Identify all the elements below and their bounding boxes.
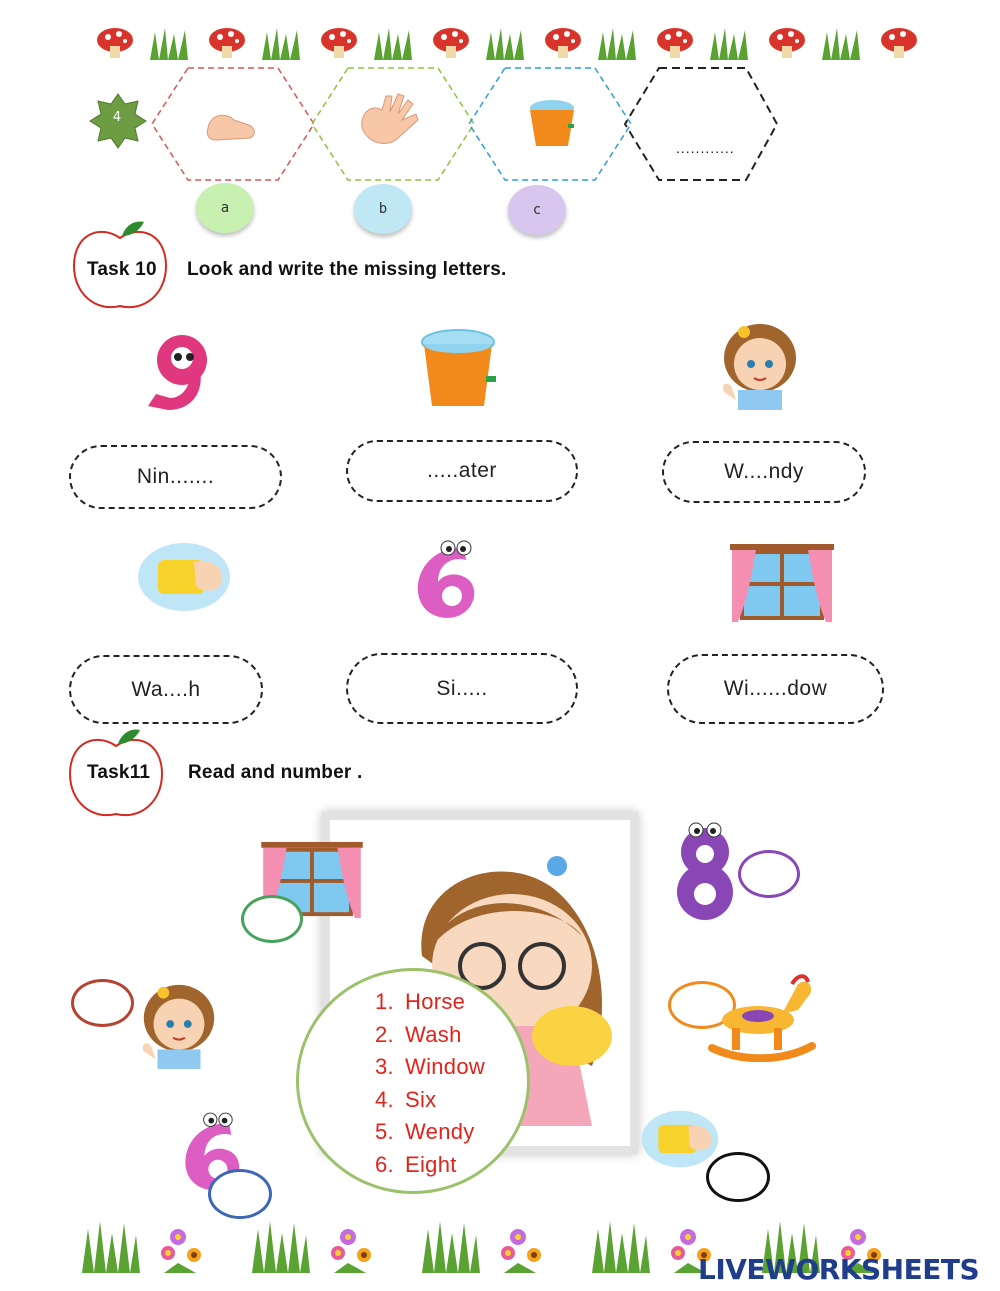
wash-sponge-icon: [136, 540, 232, 614]
hand-icon: [362, 94, 418, 143]
answer-box-six[interactable]: Si.....: [346, 653, 578, 724]
bucket-icon: [530, 100, 574, 146]
wendy-girl-icon: [716, 318, 804, 410]
six-icon: [408, 538, 492, 622]
number-ring-wash[interactable]: [706, 1152, 770, 1202]
answer-box-window[interactable]: Wi......dow: [667, 654, 884, 724]
letter-badge-b[interactable]: b: [354, 184, 412, 234]
foot-icon: [207, 115, 254, 140]
top-decoration: [95, 22, 925, 62]
number-badge-label: 4: [112, 110, 122, 125]
word-item: 3. Window: [375, 1054, 486, 1079]
window-icon: [726, 542, 838, 624]
word-item: 1. Horse: [375, 989, 466, 1014]
eight-icon: [660, 820, 750, 920]
number-star-badge: [88, 92, 148, 150]
word-list: [375, 986, 485, 1181]
logo-text: LIVEWORKSHEETS: [698, 1253, 980, 1286]
liveworksheets-logo: [698, 1253, 979, 1286]
answer-box-wendy[interactable]: W....ndy: [662, 441, 866, 503]
letter-badge-c[interactable]: c: [508, 185, 566, 235]
task11-label: Task11: [87, 762, 151, 783]
nine-icon: [138, 330, 228, 412]
word-item: 2. Wash: [375, 1021, 462, 1047]
answer-box-wash[interactable]: Wa....h: [69, 655, 263, 724]
word-item: 6. Eight: [375, 1151, 457, 1177]
wash-sponge-icon: [640, 1108, 720, 1170]
word-item: 4. Six: [375, 1086, 437, 1112]
bucket-icon: [418, 326, 502, 412]
hexagon-answer-dots[interactable]: ............: [676, 140, 735, 156]
number-ring-six[interactable]: [208, 1169, 272, 1219]
answer-box-nine[interactable]: Nin.......: [69, 445, 282, 509]
number-ring-window[interactable]: [241, 895, 303, 943]
word-item: 5. Wendy: [375, 1119, 475, 1144]
hexagon-row: [150, 66, 790, 186]
letter-badge-a[interactable]: a: [196, 183, 254, 233]
wendy-girl-icon: [136, 978, 222, 1070]
number-ring-wendy[interactable]: [71, 979, 134, 1027]
rocking-horse-icon: [702, 970, 820, 1062]
task10-instruction: Look and write the missing letters.: [187, 259, 507, 280]
task10-label: Task 10: [87, 259, 157, 280]
task11-instruction: Read and number .: [188, 762, 363, 783]
number-ring-eight[interactable]: [738, 850, 800, 898]
answer-box-water[interactable]: .....ater: [346, 440, 578, 502]
